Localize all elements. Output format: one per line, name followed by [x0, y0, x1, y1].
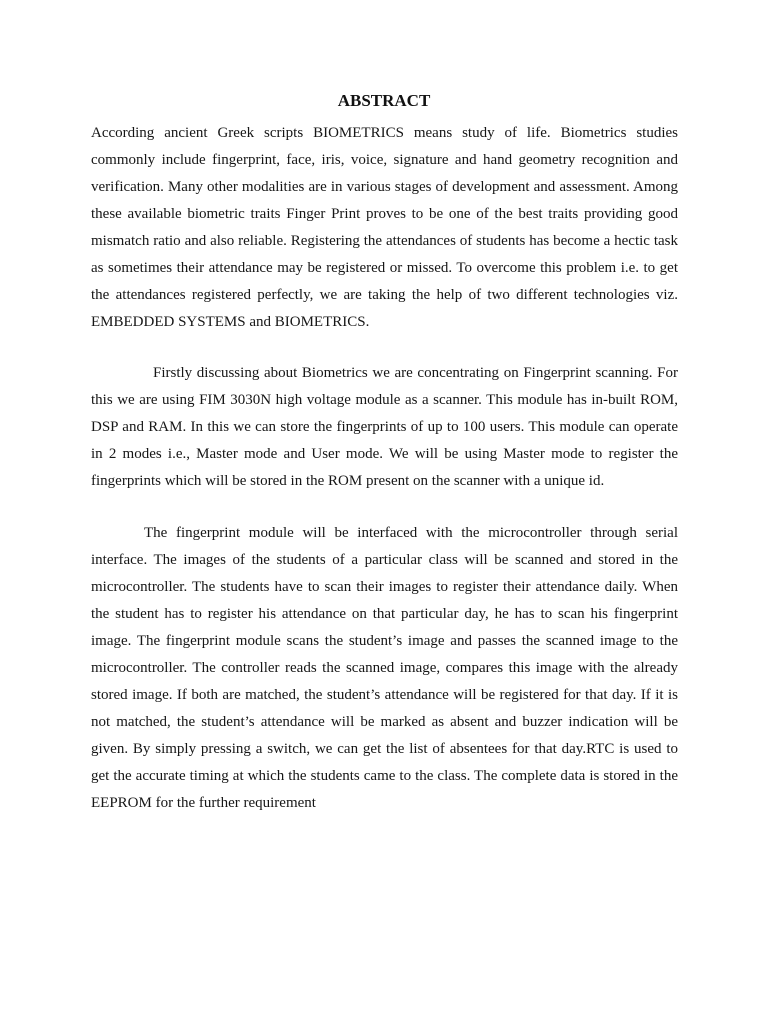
page-title: ABSTRACT	[337, 91, 431, 110]
paragraph-module: The fingerprint module will be interfaced with the microcontroller through serial interface. The images of the students of a particular class will be scanned and stored in the microcontroller. The students have to scan their images to register their attendance daily. When the student has to register his attendance on that particular day, he has to scan his fingerprint image. The fingerprint module scans the student’s image and passes the scanned image to the microcontroller. The controller reads the scanned image, compares this image with the already stored image. If both are matched, the student’s attendance will be registered for that day. If it is not matched, the student’s attendance will be marked as absent and buzzer indication will be given. By simply pressing a switch, we can get the list of absentees for that day.RTC is used to get the accurate timing at which the students came to the class. The complete data is stored in the EEPROM for the further requirement	[91, 525, 678, 811]
paragraph-biometrics: Firstly discussing about Biometrics we are concentrating on Fingerprint scanning. For this we are using FIM 3030N high voltage module as a scanner. This module has in-built ROM, DSP and RAM. In this we can store the fingerprints of up to 100 users. This module can operate in 2 modes i.e., Master mode and User mode. We will be using Master mode to register the fingerprints which will be stored in the ROM present on the scanner with a unique id.	[91, 365, 678, 489]
paragraph-intro: According ancient Greek scripts BIOMETRICS means study of life. Biometrics studies commonly include fingerprint, face, iris, voice, signature and hand geometry recognition and verification. Many other modalities are in various stages of development and assessment. Among these available biometric traits Finger Print proves to be one of the best traits providing good mismatch ratio and also reliable. Registering the attendances of students has become a hectic task as sometimes their attendance may be registered or missed. To overcome this problem i.e. to get the attendances registered perfectly, we are taking the help of two different technologies viz. EMBEDDED SYSTEMS and BIOMETRICS.	[91, 125, 678, 330]
